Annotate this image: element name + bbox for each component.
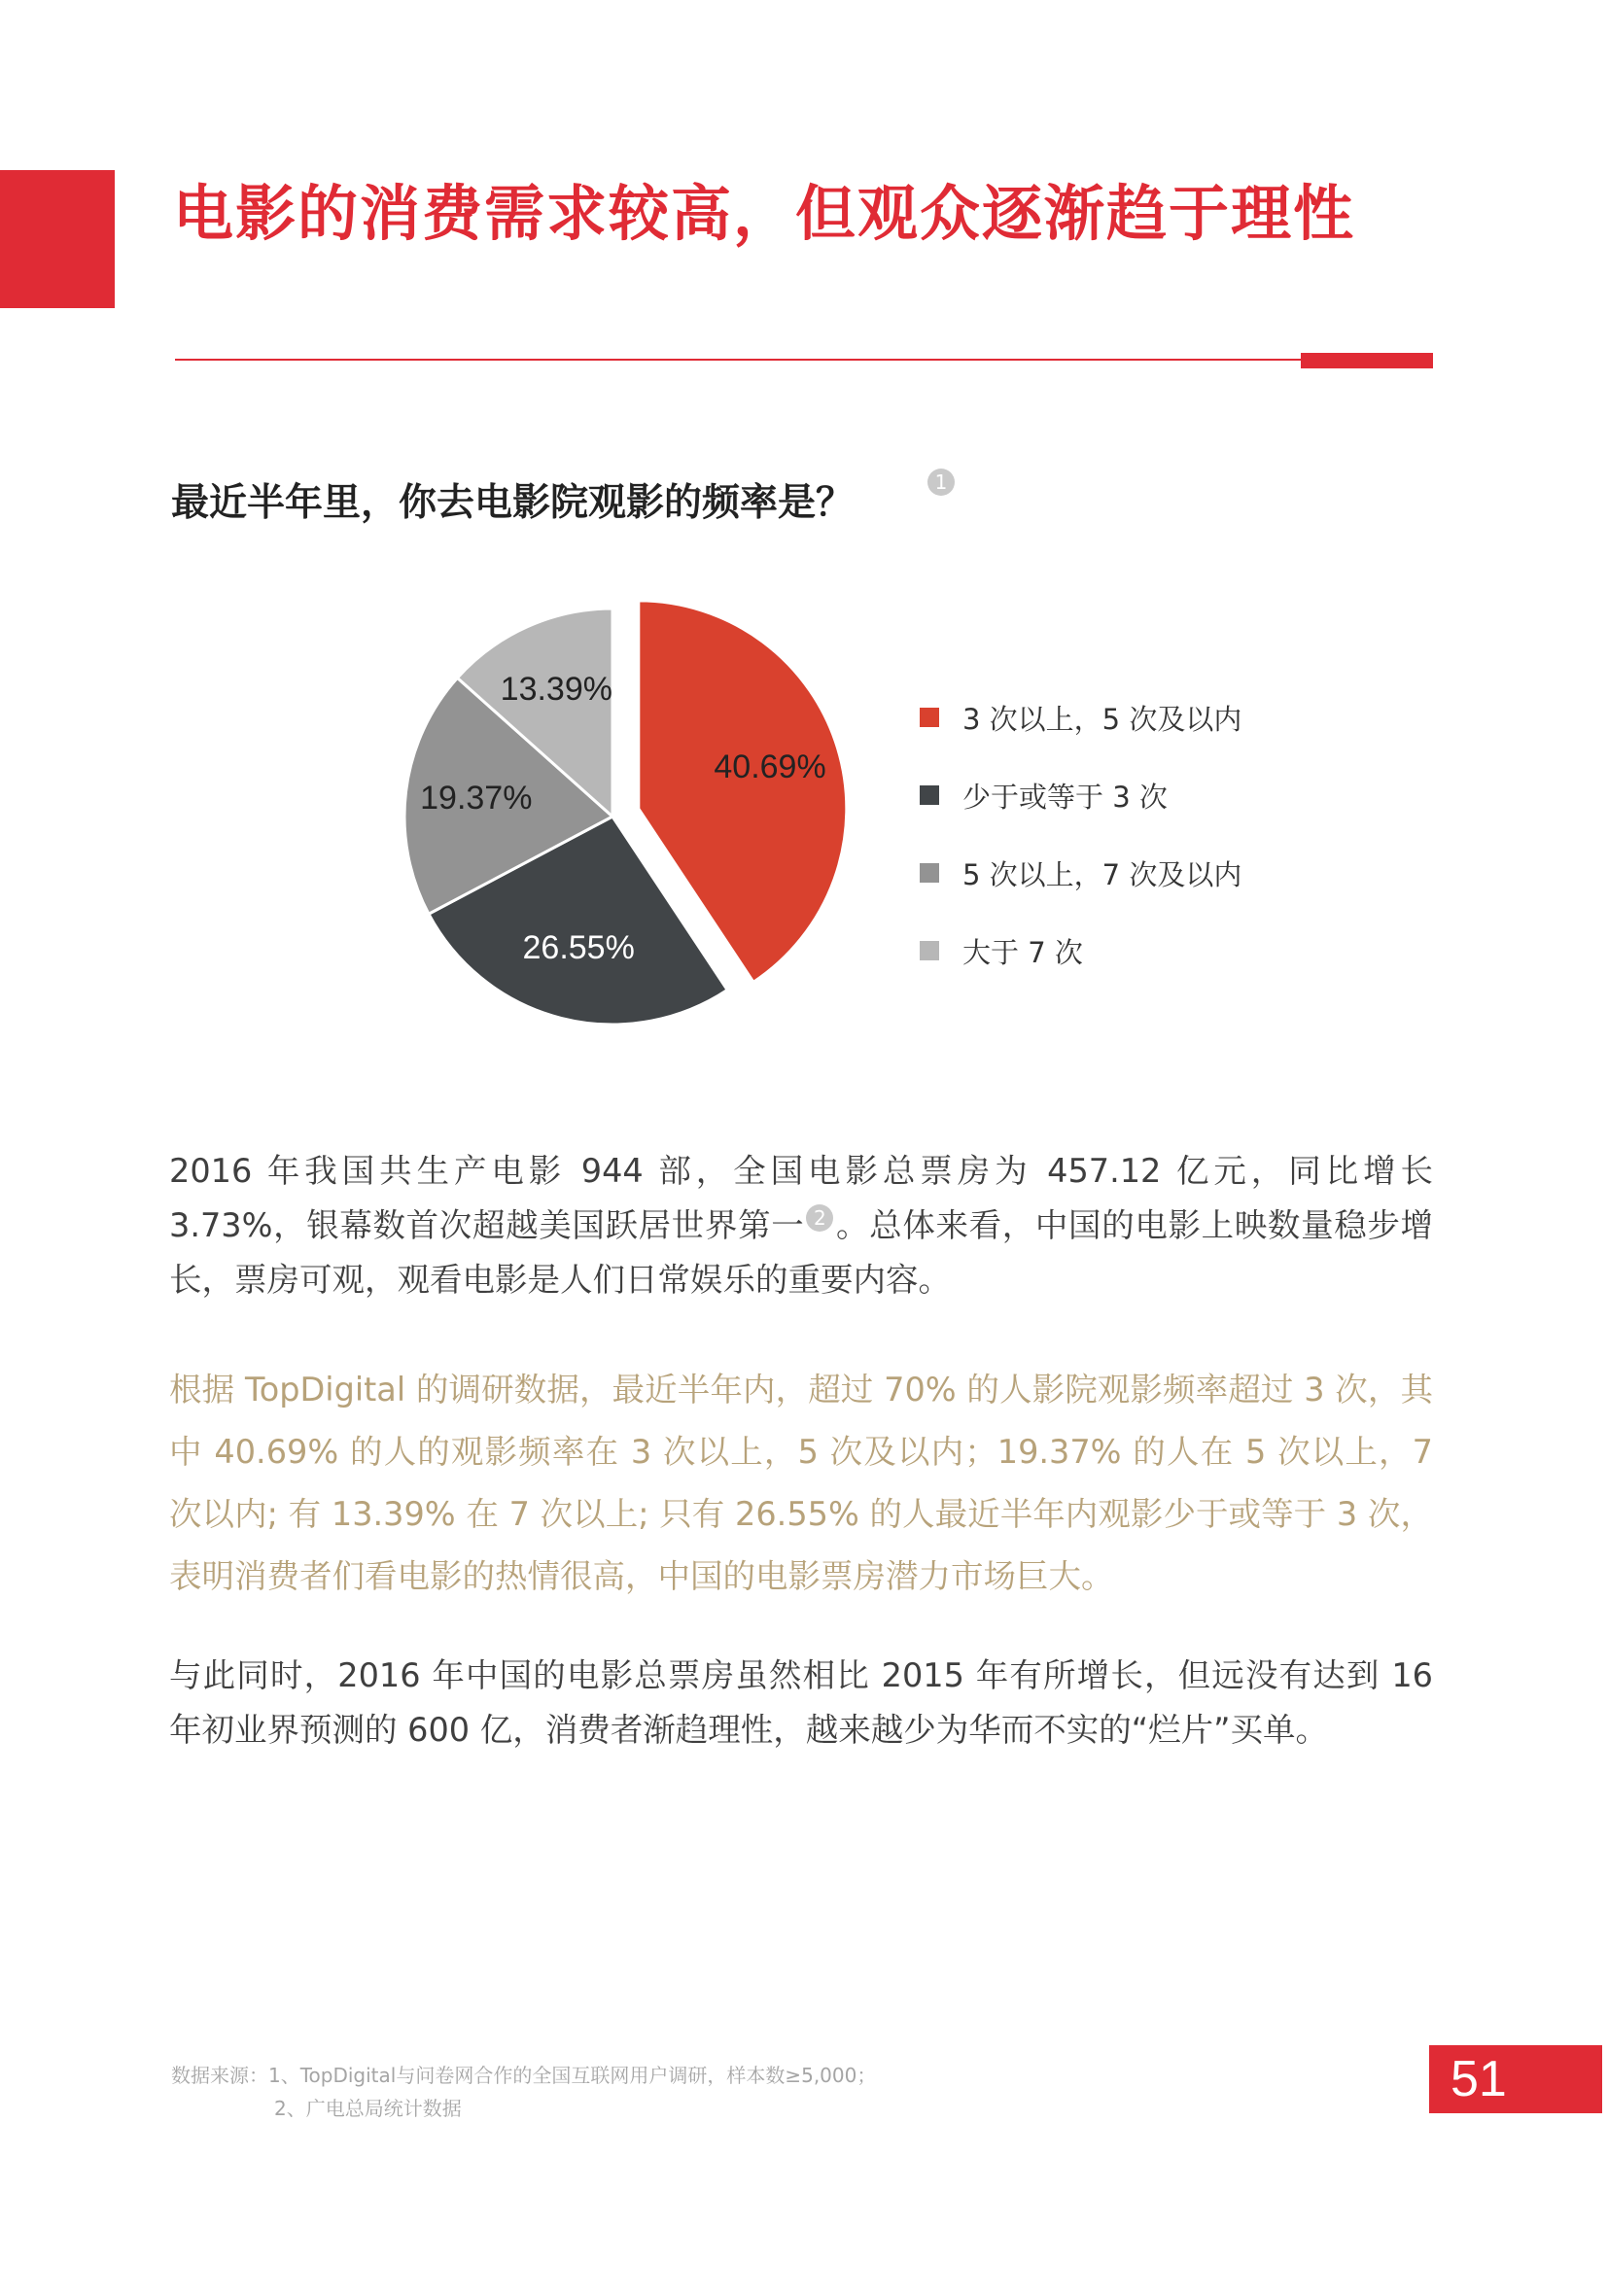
footnote-marker-2: 2 — [806, 1204, 833, 1232]
footnote-line: 数据来源：1、TopDigital与问卷网合作的全国互联网用户调研，样本数≥5,000； — [171, 2064, 877, 2087]
legend-label: 5 次以上，7 次及以内 — [962, 857, 1242, 891]
pie-data-label: 13.39% — [500, 671, 612, 709]
paragraph-box-office — [169, 1144, 1433, 1307]
paragraph-rational-consumers: 与此同时，2016 年中国的电影总票房虽然相比 2015 年有所增长，但远没有达到 16 年初业界预测的 600 亿，消费者渐趋理性，越来越少为华而不实的“烂片”买单。 — [169, 1656, 1433, 1749]
title-divider-thin — [175, 359, 1303, 361]
footnote-line: 2、广电总局统计数据 — [274, 2097, 462, 2120]
legend-label: 少于或等于 3 次 — [962, 780, 1168, 814]
footnote-marker-1: 1 — [927, 469, 955, 496]
legend-label: 3 次以上，5 次及以内 — [962, 702, 1242, 736]
paragraph-text: 。总体来看，中国的电影上映数量稳步增长，票房可观，观看电影是人们日常娱乐的重要内容。 — [169, 1206, 1434, 1299]
legend-swatch — [920, 785, 939, 805]
page-title: 电影的消费需求较高，但观众逐渐趋于理性 — [173, 178, 1356, 249]
chart-question: 最近半年里，你去电影院观影的频率是？ — [171, 481, 855, 525]
page-number: 51 — [1429, 2045, 1602, 2113]
title-accent-block — [0, 170, 115, 308]
legend-swatch — [920, 863, 939, 883]
pie-chart — [389, 583, 894, 1040]
data-source-footnote — [171, 2059, 876, 2125]
paragraph-text: 2016 年我国共生产电影 944 部，全国电影总票房为 457.12 亿元，同比增长 3.73%，银幕数首次超越美国跃居世界第一 — [169, 1152, 1433, 1244]
pie-data-label: 19.37% — [420, 779, 533, 817]
legend-label: 大于 7 次 — [962, 935, 1083, 969]
pie-data-label: 26.55% — [522, 928, 635, 966]
legend-swatch — [920, 708, 939, 727]
pie-data-label: 40.69% — [714, 748, 826, 786]
legend-item — [920, 834, 1241, 912]
legend-item — [920, 678, 1241, 756]
chart-legend — [920, 678, 1241, 990]
title-divider-thick — [1301, 353, 1433, 368]
legend-item — [920, 756, 1241, 834]
paragraph-survey-findings: 根据 TopDigital 的调研数据，最近半年内，超过 70% 的人影院观影频率超过 3 次，其中 40.69% 的人的观影频率在 3 次以上，5 次及以内；19.37% 的人在 5 次以上，7 次以内; 有 13.39% 在 7 次以上; 只有 26.55% 的人最近半年内观影少于或等于 3 次，表明消费者们看电影的热情很高，中国的电影票房潜力市场巨大。 — [169, 1371, 1433, 1595]
legend-swatch — [920, 941, 939, 960]
legend-item — [920, 912, 1241, 990]
